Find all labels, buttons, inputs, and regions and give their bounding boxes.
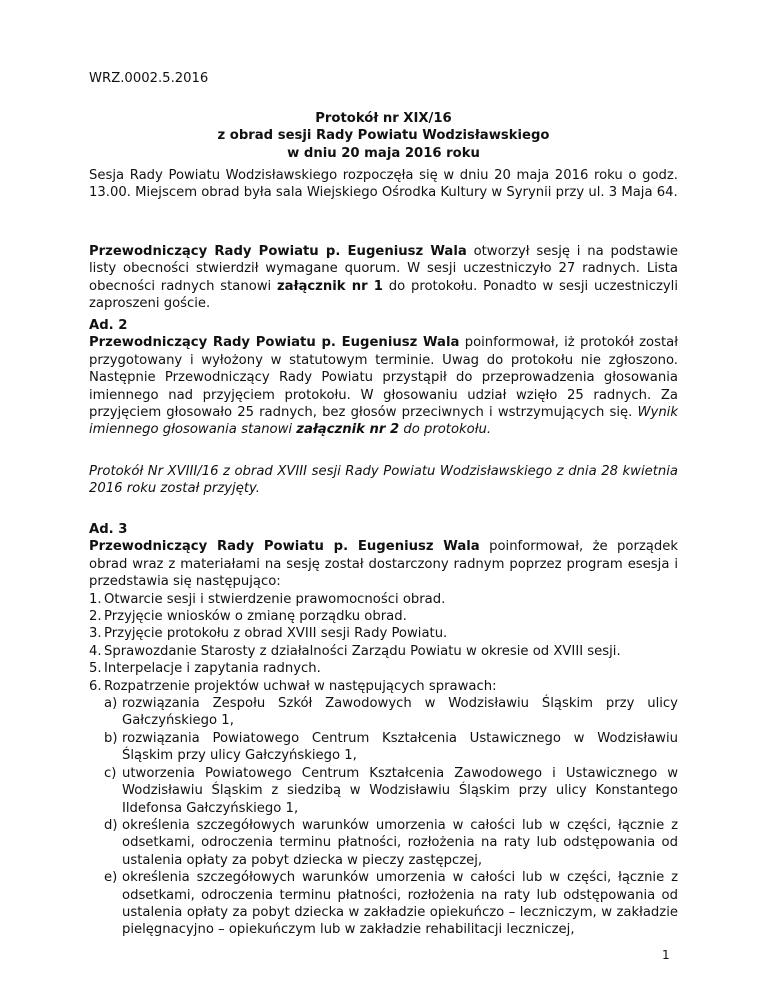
document-title xyxy=(89,110,678,162)
section-heading: Ad. 2 xyxy=(89,318,128,333)
attachment-1: załącznik nr 1 xyxy=(277,278,383,294)
agenda-list xyxy=(89,591,678,939)
agenda-subitem: a) rozwiązania Zespołu Szkół Zawodowych w Wodzisławiu Śląskim przy ulicy Gałczyńskiego 1, xyxy=(104,696,678,729)
page-number: 1 xyxy=(662,948,670,962)
agenda-item: 6. Rozpatrzenie projektów uchwał w następujących sprawach: xyxy=(89,678,497,694)
agenda-item: 4. Sprawozdanie Starosty z działalności Zarządu Powiatu w okresie od XVIII sesji. xyxy=(89,643,621,659)
title-line-2: z obrad sesji Rady Powiatu Wodzisławskiego xyxy=(217,128,550,144)
section-ad-3 xyxy=(89,521,678,939)
agenda-subitem: d) określenia szczegółowych warunków umorzenia w całości lub w części, łącznie z odsetkami, odroczenia terminu płatności, rozłożenia na raty lub odstępowania od ustalenia opłaty za pobyt dziecka w pieczy zastępczej, xyxy=(104,817,678,868)
agenda-subitem: e) określenia szczegółowych warunków umorzenia w całości lub w części, łącznie z odsetkami, odroczenia terminu płatności, rozłożenia na raty lub odstępowania od ustalenia opłaty za pobyt dziecka w zakładzie opiekuńczo – leczniczym, w zakładzie pielęgnacyjno – opiekuńczym lub w zakładzie rehabilitacji leczniczej, xyxy=(104,870,678,938)
attachment-2: załącznik nr 2 xyxy=(296,422,400,438)
agenda-item: 2. Przyjęcie wniosków o zmianę porządku obrad. xyxy=(89,609,407,625)
title-line-3: w dniu 20 maja 2016 roku xyxy=(287,145,480,161)
document-reference: WRZ.0002.5.2016 xyxy=(89,71,209,86)
chair-name: Przewodniczący Rady Powiatu p. Eugeniusz Wala xyxy=(89,335,460,351)
agenda-subitem: b) rozwiązania Powiatowego Centrum Kształcenia Ustawicznego w Wodzisławiu Śląskim przy ulicy Gałczyńskiego 1, xyxy=(104,730,678,764)
ad2-paragraph: Przewodniczący Rady Powiatu p. Eugeniusz Wala poinformował, iż protokół został przygotowany i wyłożony w statutowym terminie. Uwag do protokołu nie zgłoszono. Następnie Przewodniczący Rady Powiatu przystąpił do przeprowadzenia głosowania imiennego nad przyjęciem protokołu. W głosowaniu udział wzięło 25 radnych. Za przyjęciem głosowało 25 radnych, bez głosów przeciwnych i wstrzymujących się. Wynik imiennego głosowania stanowi załącznik nr 2 do protokołu. xyxy=(89,335,678,438)
section-heading: Ad. 3 xyxy=(89,522,128,537)
section-ad-2 xyxy=(89,317,678,439)
title-line-1: Protokół nr XIX/16 xyxy=(315,111,452,126)
chair-name: Przewodniczący Rady Powiatu p. Eugeniusz Wala xyxy=(89,244,467,259)
agenda-item: 3. Przyjęcie protokołu z obrad XVIII sesji Rady Powiatu. xyxy=(89,626,448,642)
chair-name: Przewodniczący Rady Powiatu p. Eugeniusz Wala xyxy=(89,539,480,555)
ad3-paragraph: Przewodniczący Rady Powiatu p. Eugeniusz Wala poinformował, że porządek obrad wraz z materiałami na sesję został dostarczony radnym poprzez program esesja i przedstawia się następująco: xyxy=(89,539,678,590)
agenda-item: 5. Interpelacje i zapytania radnych. xyxy=(89,661,321,677)
agenda-subitem: c) utworzenia Powiatowego Centrum Kształcenia Zawodowego i Ustawicznego w Wodzisławiu Śląskim z siedzibą w Wodzisławiu Śląskim przy ulicy Konstantego Ildefonsa Gałczyńskiego 1, xyxy=(104,765,678,816)
protocol-accepted-note: Protokół Nr XVIII/16 z obrad XVIII sesji Rady Powiatu Wodzisławskiego z dnia 28 kwietnia 2016 roku został przyjęty. xyxy=(89,464,678,497)
intro-paragraph: Sesja Rady Powiatu Wodzisławskiego rozpoczęła się w dniu 20 maja 2016 roku o godz. 13.00. Miejscem obrad była sala Wiejskiego Ośrodka Kultury w Syrynii przy ul. 3 Maja 64. xyxy=(89,168,678,201)
agenda-item: 1. Otwarcie sesji i stwierdzenie prawomocności obrad. xyxy=(89,591,446,607)
opening-paragraph: Przewodniczący Rady Powiatu p. Eugeniusz Wala otworzył sesję i na podstawie listy obecności stwierdził wymagane quorum. W sesji uczestniczyło 27 radnych. Lista obecności radnych stanowi załącznik nr 1 do protokołu. Ponadto w sesji uczestniczyli zaproszeni goście. xyxy=(89,244,679,312)
